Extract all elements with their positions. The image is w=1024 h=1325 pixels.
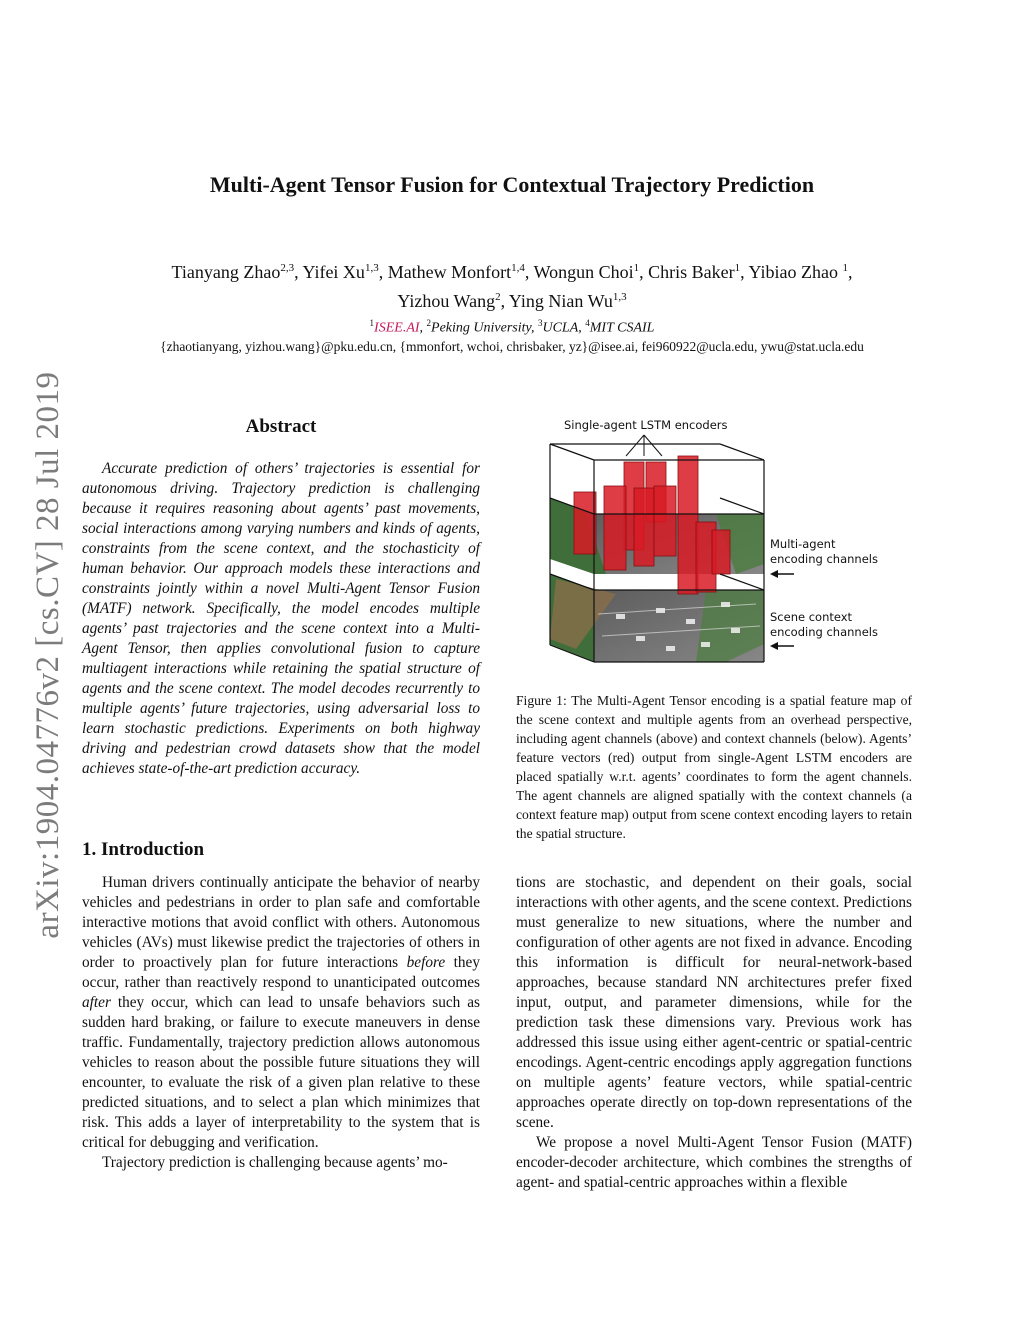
author-emails: {zhaotianyang, yizhou.wang}@pku.edu.cn, {mmonfort, wchoi, chrisbaker, yz}@isee.ai, fei960922@ucla.edu, ywu@stat.ucla.edu <box>160 339 864 354</box>
label-scene-context: Scene context <box>770 610 853 624</box>
affiliation-link[interactable]: ISEE.AI <box>374 320 420 336</box>
label-multi-agent: Multi-agent <box>770 537 836 551</box>
label-multi-agent-channels: encoding channels <box>770 552 878 566</box>
author-affil-marker: 1 <box>633 262 640 274</box>
arxiv-identifier: arXiv:1904.04776v2 [cs.CV] 28 Jul 2019 <box>30 371 66 939</box>
text-run: they occur, which can lead to unsafe behaviors such as sudden hard braking, or failure to execute maneuvers in dense traffic. Fundamentally, trajectory prediction allows autonomous vehicles to reason about the possible future situations they will encounter, to evaluate the risk of a given plan relative to these predicted situations, and to select a plan which minimizes that risk. This adds a layer of interpretability to the system that is critical for debugging and verification. <box>82 994 480 1151</box>
intro-paragraph-1 <box>82 873 480 1153</box>
right-column-text <box>516 873 912 1193</box>
left-column-text <box>82 873 480 1173</box>
intro-paragraph-2-cont: tions are stochastic, and dependent on their goals, social interactions with other agents, and the scene context. Predictions must generalize to new situations, where the number and configuration of other agents are not fixed in advance. Encoding this information is difficult for neural-network-based approaches, because standard NN architectures prefer fixed input, output, and parameter dimensions, while for the prediction task these dimensions vary. Previous work has addressed this issue using either agent-centric or spatial-centric encodings. Agent-centric encodings apply aggregation functions on multiple agents’ feature vectors, while spatial-centric approaches operate directly on top-down representations of the scene. <box>516 874 912 1131</box>
author-name: Tianyang Zhao <box>171 262 281 282</box>
figure-caption: Figure 1: The Multi-Agent Tensor encoding is a spatial feature map of the scene context and multiple agents from an overhead perspective, including agent channels (above) and context channels (below). Agents’ feature vectors (red) output from single-Agent LSTM encoders are placed spatially w.r.t. agents’ coordinates to form the agent channels. The agent channels are aligned spatially with the context channels (a context feature map) output from scene context encoding layers to retain the spatial structure. <box>516 693 912 841</box>
author-affil-marker: 1 <box>842 262 848 274</box>
affil-marker: 1 <box>369 318 375 328</box>
abstract-body: Accurate prediction of others’ trajectories is essential for autonomous driving. Trajectory prediction is challenging because it requires reasoning about agents’ past movements, social interactions among varying numbers and kinds of agents, constraints from the scene context, and the stochasticity of human behavior. Our approach models these interactions and constraints jointly within a novel Multi-Agent Tensor Fusion (MATF) network. Specifically, the model encodes multiple agents’ past trajectories and the scene context into a Multi-Agent Tensor, then applies convolutional fusion to capture multiagent interactions while retaining the spatial structure of agents and the scene context. The model decodes recurrently to multiple agents’ future trajectories, using adversarial loss to learn stochastic predictions. Experiments on both highway driving and pedestrian crowd datasets show that the model achieves state-of-the-art prediction accuracy. <box>82 460 480 777</box>
author-list: Tianyang Zhao$^{2,3}$, Yifei Xu$^{1,3}$, Mathew Monfort$^{1,4}$, Wongun Choi$^1$, Chris Baker$^1$, Yibiao Zhao $^1$, Yizhou Wang$^2$, Ying Nian Wu$^{1,3}$ <box>171 262 853 311</box>
arrow-multi-agent <box>770 570 794 578</box>
affiliations: $^1$ISEE.AI, $^2$Peking University, $^3$UCLA, $^4$MIT CSAIL <box>369 318 655 336</box>
abstract-heading: Abstract <box>245 416 317 437</box>
intro-paragraph-2-start: Trajectory prediction is challenging because agents’ mo- <box>102 1154 448 1171</box>
author-name: Chris Baker <box>648 262 735 282</box>
author-name: Wongun Choi <box>533 262 634 282</box>
author-affil-marker: 1,4 <box>511 262 525 274</box>
affil-marker: 2 <box>426 318 432 328</box>
author-name: Yibiao Zhao <box>748 262 843 282</box>
text-run: they occur, rather than reactively respond to unanticipated outcomes <box>82 954 480 991</box>
paper-title: Multi-Agent Tensor Fusion for Contextual Trajectory Prediction <box>209 172 815 197</box>
affiliation-name: UCLA <box>542 320 579 336</box>
figure-1 <box>516 414 916 674</box>
arrow-scene-context <box>770 642 794 650</box>
author-affil-marker: 1,3 <box>612 291 627 303</box>
affiliation-name: Peking University <box>431 320 531 336</box>
section-heading-introduction: 1. Introduction <box>82 839 205 860</box>
affiliation-name: MIT CSAIL <box>589 320 655 336</box>
author-affil-marker: 1,3 <box>364 262 379 274</box>
label-scene-context-channels: encoding channels <box>770 625 878 639</box>
intro-paragraph-3: We propose a novel Multi-Agent Tensor Fusion (MATF) encoder-decoder architecture, which combines the strengths of agent- and spatial-centric approaches within a flexible <box>516 1134 912 1191</box>
text-run: Human drivers continually anticipate the behavior of nearby vehicles and pedestrians in order to plan safe and comfortable interactive motions that avoid conflict with others. Autonomous vehicles (AVs) must likewise predict the trajectories of others in order to proactively plan for future interactions <box>82 874 480 971</box>
author-affil-marker: 2,3 <box>280 262 295 274</box>
multi-agent-tensor-illustration <box>516 414 916 674</box>
author-name: Mathew Monfort <box>387 262 512 282</box>
author-name: Ying Nian Wu <box>508 291 613 311</box>
label-lstm-encoders: Single-agent LSTM encoders <box>564 418 728 432</box>
author-name: Yizhou Wang <box>397 291 496 311</box>
lstm-arrows <box>626 435 662 456</box>
emphasis: after <box>82 994 111 1011</box>
affil-marker: 3 <box>537 318 543 328</box>
affil-marker: 4 <box>585 318 590 328</box>
author-name: Yifei Xu <box>302 262 365 282</box>
author-affil-marker: 2 <box>495 291 501 303</box>
author-affil-marker: 1 <box>734 262 741 274</box>
scene-context-layer <box>550 574 764 662</box>
emphasis: before <box>406 954 446 971</box>
